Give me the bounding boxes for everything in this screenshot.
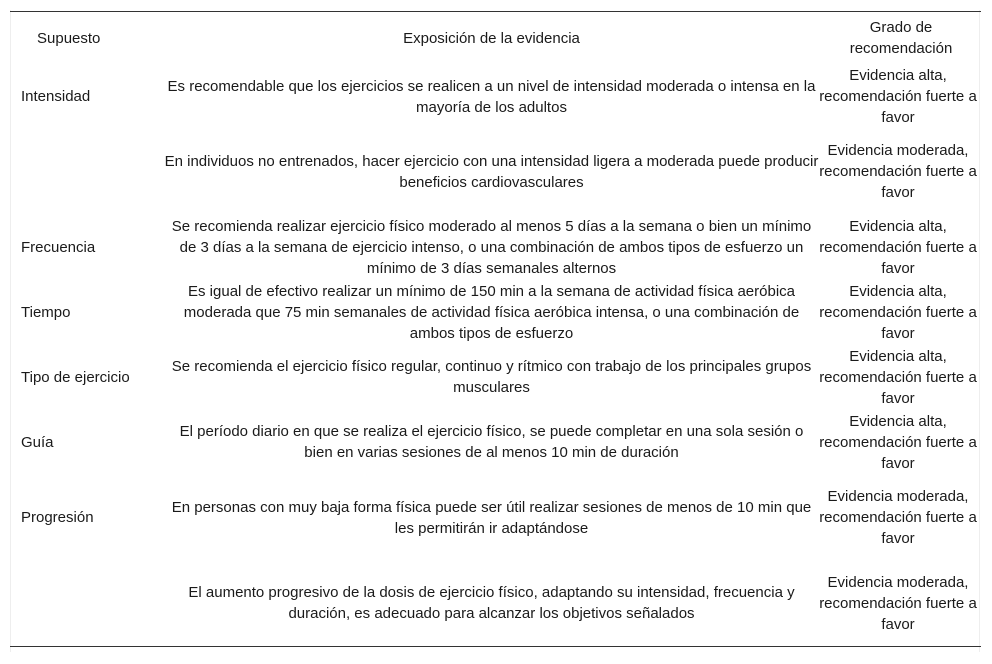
cell-grado: Evidencia alta, recomendación fuerte a favor <box>819 347 977 407</box>
cell-exposicion: Se recomienda el ejercicio físico regular, continuo y rítmico con trabajo de los principales grupos musculares <box>171 358 812 396</box>
table-row <box>10 410 981 475</box>
cell-supuesto: Tipo de ejercicio <box>21 368 130 386</box>
table-row <box>10 475 981 561</box>
cell-exposicion: El aumento progresivo de la dosis de ejercicio físico, adaptando su intensidad, frecuencia y duración, es adecuado para alcanzar los objetivos señalados <box>188 584 795 623</box>
table-row <box>10 65 981 129</box>
table-row <box>10 561 981 647</box>
cell-supuesto: Intensidad <box>21 88 91 105</box>
header-grado: Grado de recomendación <box>849 19 953 58</box>
cell-exposicion: En personas con muy baja forma física puede ser útil realizar sesiones de menos de 10 min que les permitirán ir adaptándose <box>171 498 812 537</box>
cell-grado: Evidencia alta, recomendación fuerte a favor <box>819 217 977 277</box>
cell-grado: Evidencia moderada, recomendación fuerte a favor <box>819 142 977 201</box>
cell-supuesto: Tiempo <box>21 303 71 321</box>
cell-supuesto <box>10 129 164 215</box>
cell-exposicion: El período diario en que se realiza el ejercicio físico, se puede completar en una sola sesión o bien en varias sesiones de al menos 10 min de duración <box>179 423 804 461</box>
header-exposicion: Exposición de la evidencia <box>403 29 580 47</box>
cell-exposicion: Es recomendable que los ejercicios se realicen a un nivel de intensidad moderada o intensa en la mayoría de los adultos <box>167 77 816 116</box>
table-row <box>10 215 981 280</box>
table-row <box>10 129 981 215</box>
cell-exposicion: En individuos no entrenados, hacer ejercicio con una intensidad ligera a moderada puede producir beneficios cardiovasculares <box>164 152 819 191</box>
table-row <box>10 345 981 410</box>
cell-supuesto: Frecuencia <box>21 238 96 256</box>
header-supuesto: Supuesto <box>37 29 101 47</box>
cell-grado: Evidencia alta, recomendación fuerte a favor <box>819 412 977 472</box>
cell-grado: Evidencia moderada, recomendación fuerte a favor <box>819 573 977 633</box>
cell-supuesto: Guía <box>21 433 54 451</box>
table-header-row <box>10 12 981 65</box>
cell-grado: Evidencia moderada, recomendación fuerte a favor <box>819 488 977 547</box>
cell-exposicion: Es igual de efectivo realizar un mínimo de 150 min a la semana de actividad física aeróbica moderada que 75 min semanales de actividad física aeróbica intensa, o una combinación de ambos tipos de esfuerzo <box>183 282 800 342</box>
cell-supuesto: Progresión <box>21 509 94 526</box>
cell-grado: Evidencia alta, recomendación fuerte a favor <box>819 67 977 126</box>
table-row <box>10 280 981 345</box>
cell-exposicion: Se recomienda realizar ejercicio físico moderado al menos 5 días a la semana o bien un mínimo de 3 días a la semana de ejercicio intenso, o una combinación de ambos tipos de esfuerzo un mínimo de 3 días semanales alternos <box>171 217 812 277</box>
cell-supuesto <box>10 561 164 647</box>
cell-grado: Evidencia alta, recomendación fuerte a favor <box>819 282 977 342</box>
recommendations-table <box>10 11 981 647</box>
